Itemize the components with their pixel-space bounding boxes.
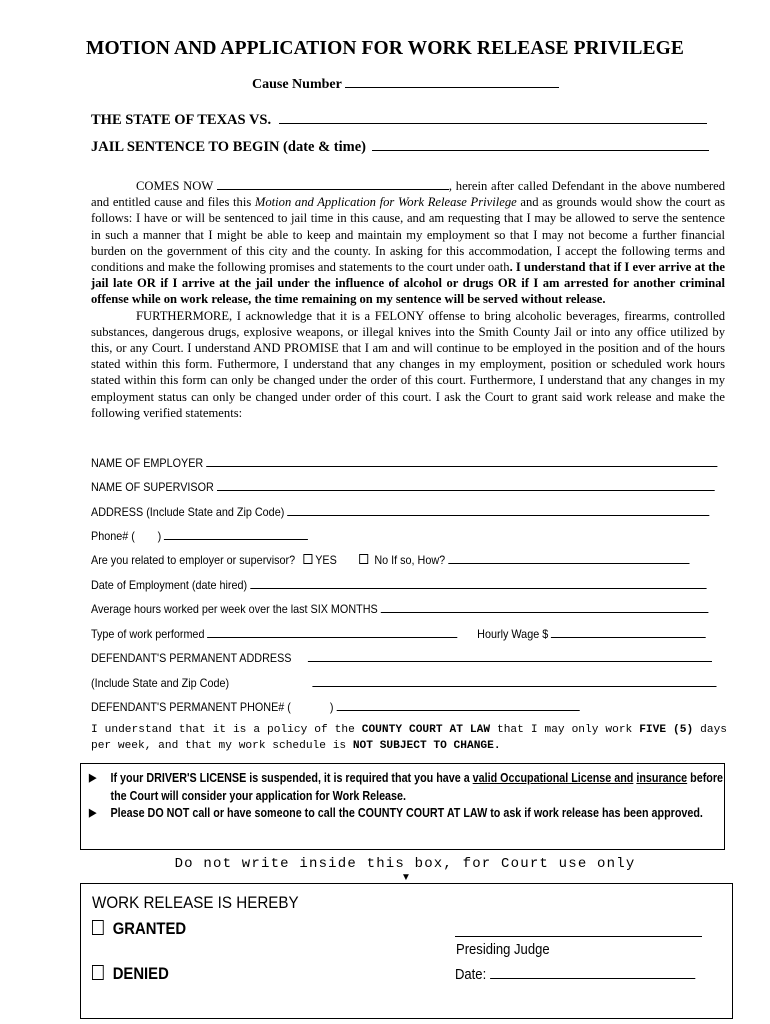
jail-label: JAIL SENTENCE TO BEGIN (date & time) xyxy=(91,139,366,155)
notice-1-tail: before the Court will consider your application for Work Release. xyxy=(110,771,724,803)
no-checkbox[interactable] xyxy=(359,554,368,564)
cause-number-field[interactable] xyxy=(345,87,559,88)
notice-2-text: Please DO NOT call or have someone to call the COUNTY COURT AT LAW to ask if work release has been approved. xyxy=(110,806,703,821)
court-date-field[interactable] xyxy=(490,966,695,979)
court-decision-box xyxy=(80,883,733,1019)
address-row xyxy=(91,504,709,519)
no-label: No If so, How? xyxy=(374,553,446,567)
def-address-row xyxy=(91,650,712,665)
motion-body xyxy=(91,178,725,421)
defendant-name-field[interactable] xyxy=(279,123,707,124)
work-type-label: Type of work performed xyxy=(91,627,205,641)
notice-item-license xyxy=(89,770,734,805)
license-notice-box xyxy=(80,763,725,850)
policy-statement xyxy=(91,723,727,754)
notice-1-text: If your DRIVER'S LICENSE is suspended, it is required that you have a xyxy=(110,771,473,785)
paragraph-1-body: and as grounds would show the court as follows: I have or will be sentenced to jail time in this cause, and am requesting that I may be allowed to serve the sentence in such a manner that I might be able to keep and maintain my employment so that I may not become a further financial burden on the government of this city and the county. In asking for this accommodation, I accept the following terms and conditions and make the following promises and statements to the court under oath xyxy=(91,195,725,275)
work-type-row xyxy=(91,626,706,641)
def-phone-close: ) xyxy=(329,700,334,714)
def-phone-row xyxy=(91,699,580,714)
state-label: THE STATE OF TEXAS VS. xyxy=(91,112,272,128)
phone-label: Phone# ( xyxy=(91,529,135,543)
address-field[interactable] xyxy=(287,504,709,516)
granted-checkbox[interactable] xyxy=(92,920,104,935)
def-phone-label: DEFENDANT'S PERMANENT PHONE# ( xyxy=(91,700,291,714)
related-label: Are you related to employer or supervisor? xyxy=(91,553,296,567)
comes-now-text: COMES NOW xyxy=(136,179,214,193)
notice-item-call xyxy=(89,805,734,823)
hourly-wage-field[interactable] xyxy=(551,626,706,638)
date-employment-field[interactable] xyxy=(250,577,706,589)
supervisor-label: NAME OF SUPERVISOR xyxy=(91,480,214,494)
jail-row xyxy=(91,139,709,156)
relation-field[interactable] xyxy=(448,552,689,564)
def-zip-row xyxy=(91,675,717,690)
court-date-row xyxy=(455,966,695,983)
policy-bold-change: NOT SUBJECT TO CHANGE. xyxy=(352,739,501,752)
granted-label: GRANTED xyxy=(112,920,187,938)
employer-field[interactable] xyxy=(206,455,717,467)
denied-label: DENIED xyxy=(112,965,169,983)
court-use-heading: Do not write inside this box, for Court use only xyxy=(174,856,636,872)
granted-option xyxy=(92,920,186,939)
denied-option xyxy=(92,965,169,984)
bullet-arrow-icon: ▶ xyxy=(89,772,97,784)
paragraph-1 xyxy=(91,178,725,308)
yes-checkbox[interactable] xyxy=(304,554,313,564)
date-employment-row xyxy=(91,577,706,592)
employer-label: NAME OF EMPLOYER xyxy=(91,456,204,470)
policy-bold-five: FIVE (5) xyxy=(639,724,694,736)
supervisor-row xyxy=(91,479,715,494)
policy-text-2: that I may only work xyxy=(490,724,640,736)
down-arrow-icon: ▼ xyxy=(401,872,411,883)
policy-bold-court: COUNTY COURT AT LAW xyxy=(361,724,491,736)
phone-close: ) xyxy=(157,529,162,543)
address-label: ADDRESS (Include State and Zip Code) xyxy=(91,505,285,519)
yes-label: YES xyxy=(315,553,337,567)
supervisor-field[interactable] xyxy=(217,479,715,491)
presiding-judge-label: Presiding Judge xyxy=(456,942,550,958)
date-employment-label: Date of Employment (date hired) xyxy=(91,578,248,592)
paragraph-2: FURTHERMORE, I acknowledge that it is a FELONY offense to bring alcoholic beverages, firearms, controlled substances, dangerous drugs, explosive weapons, or illegal knives into the Smith County Jail or into any office utilized by this, or any Court. I understand AND PROMISE that I am and will continue to be employed in the position and of the hours stated within this form. Futhermore, I understand that any changes in my employment, position or scheduled work hours stated within this form can only be changed under the order of this court. Furthermore, I understand that any changes in my employment status can only be changed under order of this court. I ask the Court to grant said work release and make the following verified statements: xyxy=(91,308,725,420)
state-row xyxy=(91,112,707,129)
work-type-field[interactable] xyxy=(207,626,457,638)
paragraph-1-bold: . I understand that if I ever arrive at the jail late OR if I arrive at the jail under the influence of alcohol or drugs OR if I am arrested for another criminal offense while on work release, the time remaining on my sentence will be served without release. xyxy=(91,260,725,307)
paragraph-1-intro: , herein after called Defendant in the above numbered and entitled cause and files this xyxy=(91,179,725,210)
denied-checkbox[interactable] xyxy=(92,965,104,980)
zip-note-label: (Include State and Zip Code) xyxy=(91,676,230,690)
form-title: MOTION AND APPLICATION FOR WORK RELEASE PRIVILEGE xyxy=(86,38,684,59)
avg-hours-field[interactable] xyxy=(381,601,709,613)
judge-signature-line[interactable] xyxy=(455,936,702,937)
def-address-line2-field[interactable] xyxy=(312,675,716,687)
work-release-heading: WORK RELEASE IS HEREBY xyxy=(92,894,299,912)
phone-field[interactable] xyxy=(164,528,308,540)
defendant-comes-now-field[interactable] xyxy=(217,189,449,190)
policy-text-3: days per week, and that my work schedule is xyxy=(91,724,728,752)
notice-1-underline-2: insurance xyxy=(636,771,688,785)
cause-number-label: Cause Number xyxy=(252,77,342,92)
employer-row xyxy=(91,455,717,470)
cause-number-row xyxy=(252,77,559,93)
def-address-label: DEFENDANT'S PERMANENT ADDRESS xyxy=(91,651,292,665)
related-row xyxy=(91,552,689,567)
phone-row xyxy=(91,528,308,543)
jail-date-field[interactable] xyxy=(372,150,709,151)
bullet-arrow-icon: ▶ xyxy=(89,807,97,820)
avg-hours-label: Average hours worked per week over the last SIX MONTHS xyxy=(91,602,378,616)
hourly-wage-label: Hourly Wage $ xyxy=(477,627,549,641)
court-date-label: Date: xyxy=(455,967,487,983)
def-address-field[interactable] xyxy=(308,650,712,662)
policy-text-1: I understand that it is a policy of the xyxy=(91,724,362,736)
def-phone-field[interactable] xyxy=(337,699,580,711)
notice-1-underline-1: valid Occupational License and xyxy=(472,771,634,785)
avg-hours-row xyxy=(91,601,708,616)
motion-title-italic: Motion and Application for Work Release Privilege xyxy=(254,195,517,210)
